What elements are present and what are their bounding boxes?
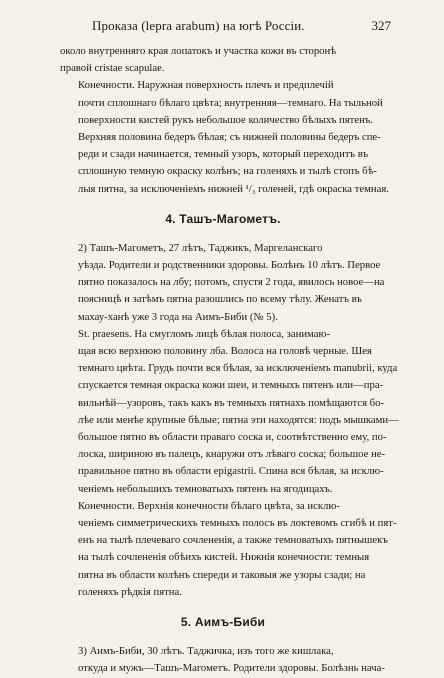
text-line: откуда и мужъ—Ташъ-Магометъ. Родители здоровы. Болѣзнь нача- — [78, 662, 385, 675]
document-body — [60, 43, 399, 678]
section-gap — [60, 228, 386, 240]
paragraph-status-praesens — [60, 326, 399, 498]
section-gap — [60, 631, 386, 643]
paragraph-case-3 — [60, 643, 386, 677]
text-line: голеняхъ рѣдкiя пятна. — [78, 585, 182, 598]
text-line: Верхняя половина бедеръ бѣлая; съ нижней половины бедеръ спе- — [78, 131, 381, 144]
text-line: на тылѣ сочлененiя обѣихъ кистей. Нижнiя конечности: темныя — [78, 551, 370, 564]
text-line: 3) Аимъ-Биби, 30 лѣтъ. Таджичка, изъ того же кишлака, — [78, 645, 334, 658]
paragraph-intro — [60, 43, 386, 77]
text-line: реди и сзади начинается, темный узоръ, который переходитъ въ — [78, 148, 368, 161]
section-gap — [60, 198, 386, 210]
text-line: 2) Ташъ-Магометъ, 27 лѣтъ, Таджикъ, Маргеланскаго — [78, 241, 323, 254]
text-line: около внутренняго края лопатокъ и участка кожи въ сторонѣ — [60, 45, 337, 57]
text-line: лѣе или менѣе крупные бѣлые; пятна эти находятся: подъ мышками— — [78, 413, 399, 426]
text-line: поясницѣ и затѣмъ пятна разошлись по всему тѣлу. Женатъ въ — [78, 293, 362, 306]
running-head: Проказа (lepra arabum) на югѣ Россiи. — [92, 18, 305, 33]
page-header — [0, 14, 444, 36]
section-heading-4: 4. Ташъ-Магометъ. — [165, 211, 281, 226]
text-line: поверхности кистей рукъ небольшое количество бѣлыхъ пятенъ. — [78, 113, 373, 126]
section-heading-5: 5. Аимъ-Биби — [180, 615, 266, 630]
paragraph-case-2 — [60, 240, 386, 326]
text-line: ченiемъ небольшихъ темноватыхъ пятенъ на ягодицахъ. — [78, 482, 333, 495]
text-line: пятна въ области колѣнъ спереди и таковыя же узоры сзади; на — [78, 568, 366, 581]
text-line: вильнѣй—узоровъ, такъ какъ въ темныхъ пятнахъ помѣщаются бо- — [78, 396, 384, 409]
text-line: лыя пятна, за исключенiемъ нижней ¹/₃ голеней, гдѣ окраска темная. — [78, 182, 389, 195]
text-line: махау-ханѣ уже 3 года на Аимъ-Биби (№ 5). — [78, 310, 278, 323]
text-line: темнаго цвѣта. Грудь почти вся бѣлая, за исключенiемъ manubrii, куда — [78, 362, 398, 375]
section-gap — [60, 601, 386, 613]
text-line: уѣзда. Родители и родственники здоровы. Болѣнъ 10 лѣтъ. Первое — [78, 259, 381, 272]
text-line: правильное пятно въ области epigastrii. Спина вся бѣлая, за исклю- — [78, 465, 384, 478]
text-line: лоска, шириною въ палецъ, кнаружи отъ лѣваго соска; большое не- — [78, 448, 386, 461]
text-line: правой cristae scapulae. — [60, 62, 165, 75]
text-line: большое пятно въ области праваго соска и, соотвѣтственно ему, по- — [78, 431, 387, 444]
text-line: спускается темная окраска кожи шеи, и темныхъ пятенъ или—пра- — [78, 379, 384, 392]
text-line: енъ на тылѣ плечеваго сочлененiя, а также темноватыхъ пятнышекъ — [78, 534, 388, 547]
text-line: сплошную темную окраску колѣнъ; на голеняхъ и тылѣ стопъ бѣ- — [78, 165, 377, 178]
page-number: 327 — [371, 18, 391, 33]
paragraph-limbs-1 — [60, 77, 389, 197]
text-line: щая всю верхнюю половину лба. Волоса на головѣ черные. Шея — [78, 345, 372, 358]
paragraph-limbs-2 — [60, 498, 397, 601]
text-line: Конечности. Наружная поверхность плечъ и предплечiй — [78, 79, 334, 92]
text-line: St. praesens. На смугломъ лицѣ бѣлая полоса, занимаю- — [78, 327, 331, 340]
text-line: ченiемъ симметрическихъ темныхъ полосъ въ локтевомъ сгибѣ и пят- — [78, 517, 397, 530]
text-line: почти сплошнаго бѣлаго цвѣта; внутренняя—темнаго. На тыльной — [78, 96, 383, 109]
text-line: Конечности. Верхнiя конечности бѣлаго цвѣта, за исклю- — [78, 499, 340, 512]
text-line: пятно показалось на лбу; потомъ, спустя 2 года, явилось новое—на — [78, 276, 385, 289]
